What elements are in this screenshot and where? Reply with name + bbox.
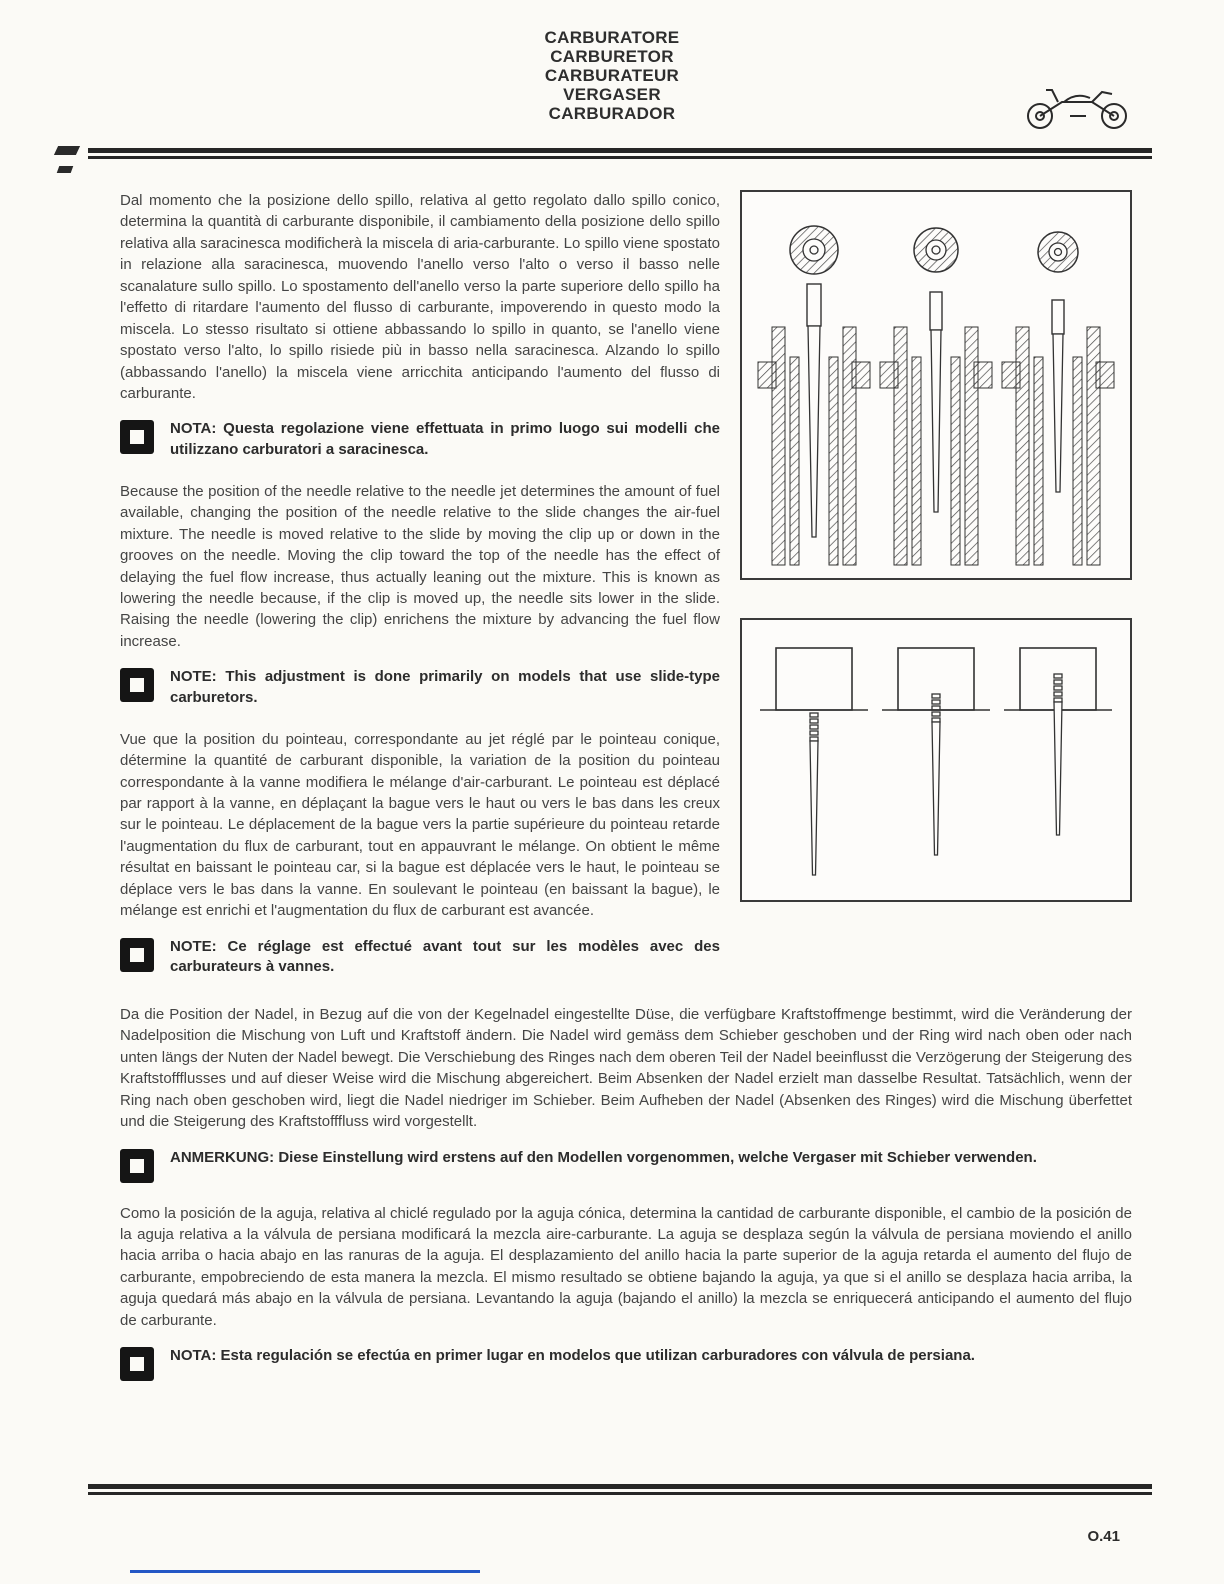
note-spanish-text: NOTA: Esta regulación se efectúa en primer lugar en modelos que utilizan carburadores con válvula de persiana. (170, 1347, 975, 1365)
paragraph-english: Because the position of the needle relative to the needle jet determines the amount of fuel available, changing the position of the needle relative to the slide changes the air-fuel mixture. The needle is moved relative to the slide by moving the clip up or down in the grooves on the needle. Moving the clip toward the top of the needle has the effect of delaying the fuel flow increase, thus actually leaning out the mixture. This is known as lowering the needle because, if the clip is moved up, the needle sits lower in the slide. Raising the needle (lowering the clip) enrichens the mixture by advancing the fuel flow increase. (120, 482, 720, 650)
note-italian-text: NOTA: Questa regolazione viene effettuata in primo luogo sui modelli che utilizzano carburatori a saracinesca. (170, 420, 720, 459)
paragraph-french: Vue que la position du pointeau, correspondante au jet réglé par le pointeau conique, détermine la quantité de carburant disponible, la variation de la position du pointeau correspondante à la vanne modifiera le mélange d'air-carburant. Le pointeau est déplacé par rapport à la vanne, en déplaçant la bague vers le haut ou vers le bas dans les creux sur le pointeau. Le déplacement de la bague vers la partie supérieure du pointeau retarde l'augmentation du flux de carburant, tout en appauvrant le mélange. On obtient le même résultat en baissant le pointeau car, si la bague est déplacée vers le haut, le pointeau se déplace vers le bas dans la vanne. En soulevant le pointeau (en baissant la bague), le mélange est enrichi et l'augmentation du flux de carburant est avancée. (120, 730, 720, 920)
title-english: CARBURETOR (550, 47, 674, 66)
note-german (120, 1147, 1132, 1183)
title-spanish: CARBURADOR (548, 104, 676, 123)
bottom-divider (88, 1484, 1152, 1496)
note-french-text: NOTE: Ce réglage est effectué avant tout sur les modèles avec des carburateurs à vannes. (170, 937, 720, 976)
paragraph-german: Da die Position der Nadel, in Bezug auf die von der Kegelnadel eingestellte Düse, die verfügbare Kraftstoffmenge bestimmt, wird die Veränderung der Nadelposition die Mischung von Luft und Kraftstoff ändern. Die Nadel wird gemäss dem Schieber geschoben und der Ring wird nach oben oder nach unten längs der Nuten der Nadel bewegt. Die Verschiebung des Ringes nach dem oberen Teil der Nadel beeinflusst die Verzögerung der Steigerung des Kraftstoffflusses und auf dieser Weise wird die Mischung abgereichert. Beim Absenken der Nadel erzielt man dasselbe Resultat. Tatsächlich, wenn der Ring nach oben geschoben wird, liegt die Nadel niedriger im Schieber. Beim Aufheben der Nadel (Absenken des Ringes) wird die Mischung überfettet und die Steigerung des Kraftstofffluss wird vorgestellt. (120, 1005, 1132, 1131)
note-square-icon (120, 668, 154, 702)
note-english-text: NOTE: This adjustment is done primarily on models that use slide-type carburetors. (170, 668, 720, 706)
note-square-icon (120, 1149, 154, 1183)
text-column (120, 190, 720, 998)
title-italian: CARBURATORE (544, 28, 680, 47)
note-square-icon (120, 1347, 154, 1381)
top-divider (88, 148, 1152, 160)
title-german: VERGASER (563, 85, 661, 104)
note-spanish (120, 1345, 1132, 1381)
scan-blue-line (130, 1570, 480, 1573)
page-content (120, 190, 1132, 1401)
note-english (120, 666, 720, 708)
note-square-icon (120, 420, 154, 454)
paragraph-spanish: Como la posición de la aguja, relativa al chiclé regulado por la aguja cónica, determina la cantidad de carburante disponible, el cambio de la posición de la aguja relativa a la válvula de persiana modificará la mezcla aire-carburante. La aguja se desplaza según la válvula de persiana moviendo el anillo hacia arriba o hacia abajo en las ranuras de la aguja. El desplazamiento del anillo hacia la parte superior de la aguja retarda el aumento del flujo de carburante, empobreciendo de esta manera la mezcla. El mismo resultado se obtiene bajando la aguja, ya que si el anillo se desplaza hacia arriba, la aguja quedará más abajo en la válvula de persiana. Levantando la aguja (bajando el anillo) la mezcla se enriquecerá anticipando el aumento del flujo de carburante. (120, 1204, 1132, 1329)
note-square-icon (120, 938, 154, 972)
needle-slide-cross-section-diagram (740, 190, 1132, 580)
needle-clip-groove-diagram (740, 618, 1132, 902)
motorcycle-icon (1018, 72, 1136, 132)
note-german-text: ANMERKUNG: Diese Einstellung wird erstens auf den Modellen vorgenommen, welche Vergaser mit Schieber verwenden. (170, 1148, 1037, 1166)
page-number: O.41 (1087, 1528, 1120, 1545)
title-french: CARBURATEUR (544, 66, 680, 85)
scan-artifact (54, 146, 80, 155)
diagram-column (740, 190, 1132, 998)
note-french (120, 936, 720, 978)
note-italian (120, 418, 720, 460)
paragraph-italian: Dal momento che la posizione dello spillo, relativa al getto regolato dallo spillo conico, determina la quantità di carburante disponibile, il cambiamento della posizione dello spillo relativa alla saracinesca modificherà la miscela di aria-carburante. Lo spillo viene spostato in relazione alla saracinesca, muovendo l'anello verso l'alto o verso il basso nelle scanalature sullo spillo. Lo spostamento dell'anello verso la parte superiore dello spillo ha l'effetto di ritardare l'aumento del flusso di carburante, impoverendo in questo modo la miscela. Lo stesso risultato si ottiene abbassando lo spillo in quanto, se l'anello viene spostato verso l'alto, lo spillo risiede più in basso nella saracinesca. Alzando lo spillo (abbassando l'anello) la miscela viene arricchita anticipando l'aumento del flusso di carburante. (120, 192, 720, 402)
full-width-sections (120, 1004, 1132, 1381)
scan-artifact (57, 166, 74, 173)
